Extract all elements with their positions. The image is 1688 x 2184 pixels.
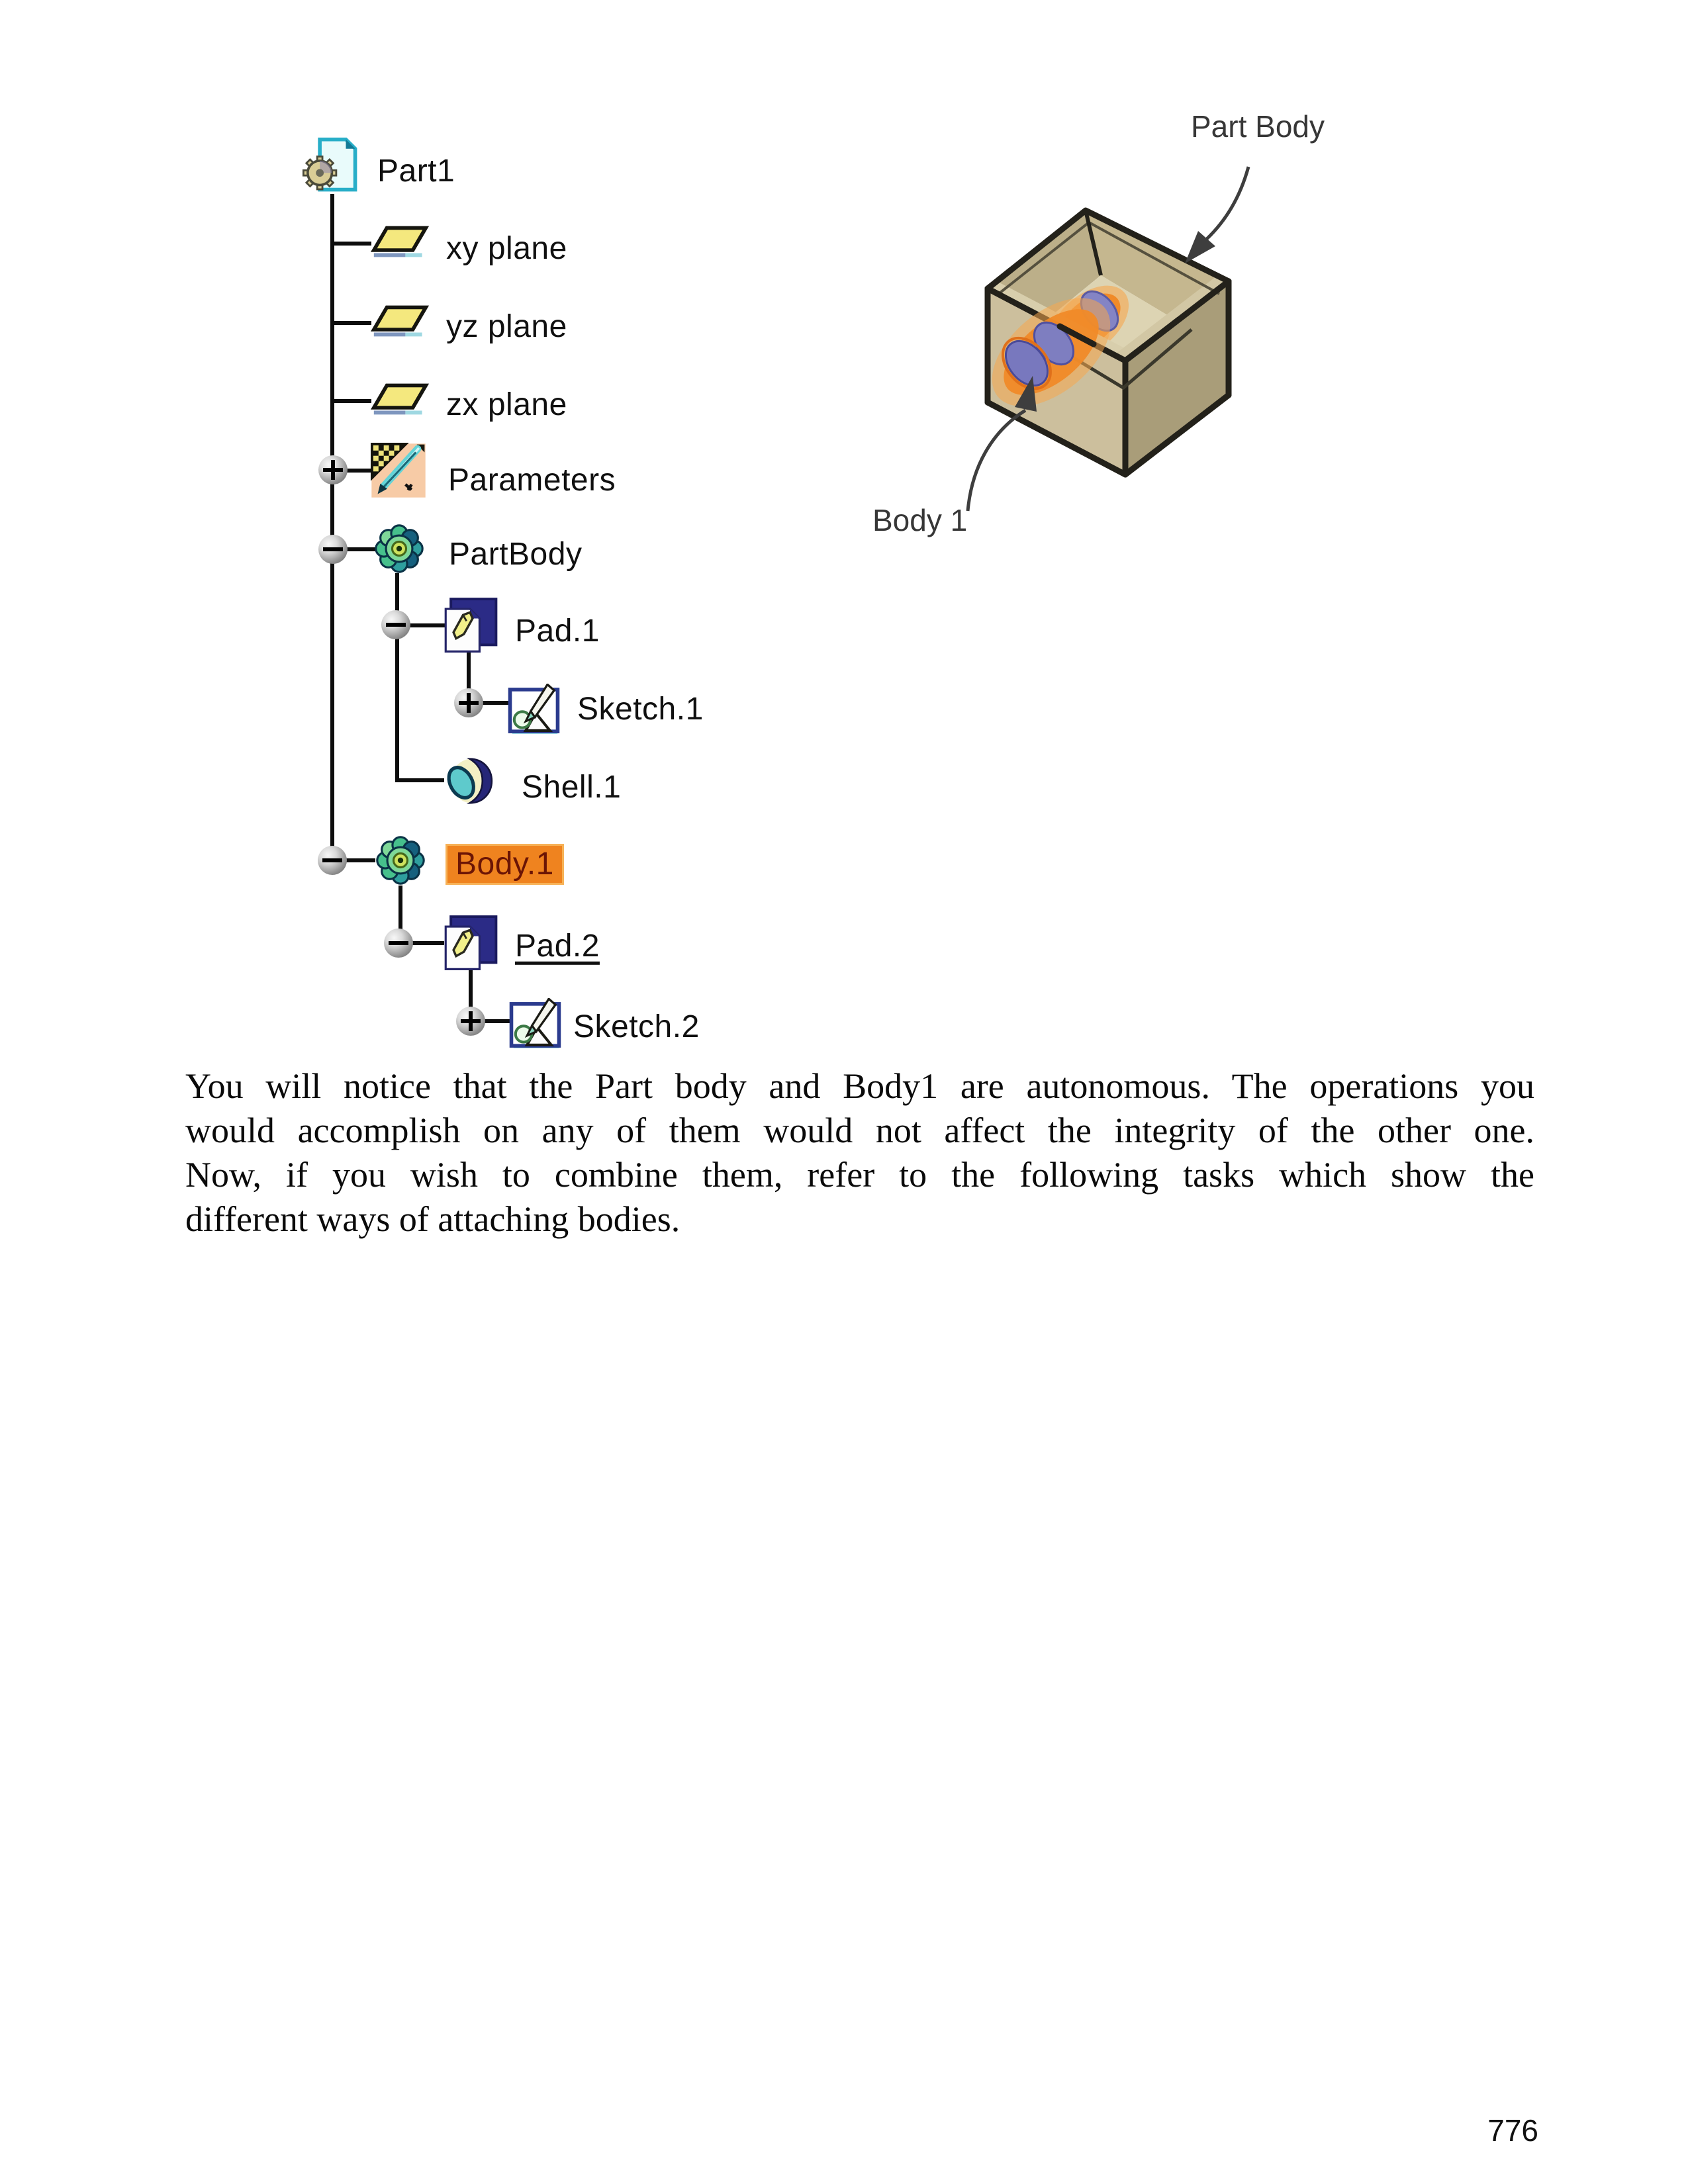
- shell-icon[interactable]: [441, 754, 495, 808]
- plane-icon[interactable]: [369, 222, 430, 259]
- branch-line: [395, 778, 444, 782]
- expand-node-plus[interactable]: [456, 1007, 485, 1036]
- page-number: 776: [1487, 2113, 1538, 2148]
- partbody-branch-line: [395, 573, 399, 780]
- branch-line: [330, 399, 371, 403]
- tree-item-sketch1[interactable]: Sketch.1: [577, 691, 704, 727]
- tree-trunk-line: [330, 194, 334, 860]
- part-body-arrow: [1185, 167, 1248, 263]
- tree-item-xy-plane[interactable]: xy plane: [446, 230, 567, 266]
- tree-item-yz-plane[interactable]: yz plane: [446, 308, 567, 344]
- parameters-icon[interactable]: [371, 443, 426, 498]
- tree-item-partbody[interactable]: PartBody: [449, 536, 583, 572]
- plane-icon[interactable]: [369, 302, 430, 339]
- tree-item-pad1[interactable]: Pad.1: [515, 613, 600, 649]
- tree-item-shell1[interactable]: Shell.1: [522, 769, 622, 805]
- paragraph-line: would accomplish on any of them would not affect the integrity of the other one.: [185, 1111, 1534, 1150]
- tree-item-body1-highlighted[interactable]: Body.1: [445, 844, 564, 885]
- body1-callout-label: Body 1: [872, 503, 968, 537]
- expand-node-minus[interactable]: [381, 610, 410, 639]
- tree-item-part1[interactable]: Part1: [377, 153, 455, 189]
- branch-line: [330, 242, 371, 246]
- branch-line: [330, 321, 371, 325]
- sketch-icon[interactable]: [508, 998, 564, 1048]
- tree-item-sketch2[interactable]: Sketch.2: [573, 1009, 700, 1044]
- paragraph-line: You will notice that the Part body and Body1 are autonomous. The operations you: [185, 1066, 1534, 1106]
- part-body-callout-label: Part Body: [1191, 109, 1325, 144]
- expand-node-minus[interactable]: [318, 535, 348, 564]
- expand-node-plus[interactable]: [454, 688, 483, 717]
- plane-icon[interactable]: [369, 380, 430, 417]
- pad-icon[interactable]: [442, 915, 498, 971]
- sketch-icon[interactable]: [507, 684, 563, 734]
- body-gear-icon[interactable]: [373, 833, 428, 888]
- tree-item-parameters[interactable]: Parameters: [448, 462, 616, 498]
- tree-item-pad2[interactable]: Pad.2: [515, 928, 600, 964]
- open-box-illustration: [851, 93, 1407, 556]
- part-document-icon[interactable]: [301, 136, 361, 195]
- paragraph-line: different ways of attaching bodies.: [185, 1199, 680, 1239]
- expand-node-minus[interactable]: [318, 846, 347, 875]
- body-gear-icon[interactable]: [371, 521, 427, 576]
- expand-node-minus[interactable]: [384, 929, 413, 958]
- body-paragraph: [185, 1064, 1534, 1242]
- expand-node-plus[interactable]: [318, 455, 348, 484]
- pad-icon[interactable]: [442, 598, 498, 653]
- tree-item-zx-plane[interactable]: zx plane: [446, 387, 567, 422]
- paragraph-line: Now, if you wish to combine them, refer to the following tasks which show the: [185, 1155, 1534, 1195]
